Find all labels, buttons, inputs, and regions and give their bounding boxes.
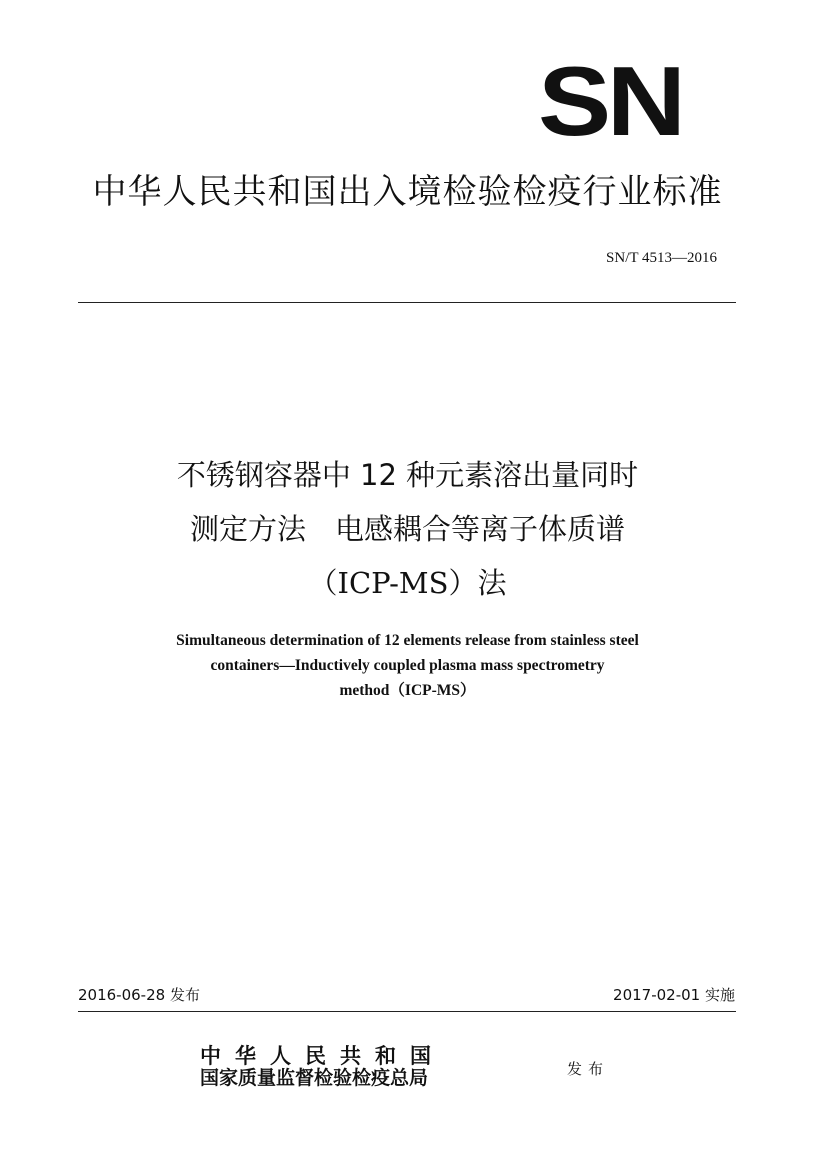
chinese-title-line-1: 不锈钢容器中 12 种元素溶出量同时: [176, 458, 639, 492]
english-title-line-3: method（ICP-MS）: [339, 682, 476, 699]
english-title-line-2: containers—Inductively coupled plasma mass spectrometry: [210, 657, 605, 674]
issuing-authority: [200, 1043, 445, 1090]
chinese-title-line-2: 测定方法 电感耦合等离子体质谱: [189, 512, 625, 546]
publish-label: 发布: [567, 1060, 610, 1078]
english-title: [0, 628, 815, 703]
chinese-title: [0, 448, 815, 610]
standard-code: SN/T 4513—2016: [606, 250, 717, 266]
release-date: 2016-06-28 发布: [78, 986, 200, 1004]
top-divider: [78, 302, 736, 303]
english-title-line-1: Simultaneous determination of 12 elements release from stainless steel: [176, 632, 639, 649]
sn-logo: SN: [538, 46, 682, 156]
issuer-line-1: 中华人民共和国: [200, 1043, 445, 1068]
chinese-title-line-3: （ICP-MS）法: [308, 566, 507, 600]
standard-category-title: 中华人民共和国出入境检验检疫行业标准: [92, 172, 723, 212]
bottom-divider: [78, 1011, 736, 1012]
issuer-line-2: 国家质量监督检验检疫总局: [200, 1067, 429, 1089]
effective-date: 2017-02-01 实施: [613, 986, 735, 1004]
